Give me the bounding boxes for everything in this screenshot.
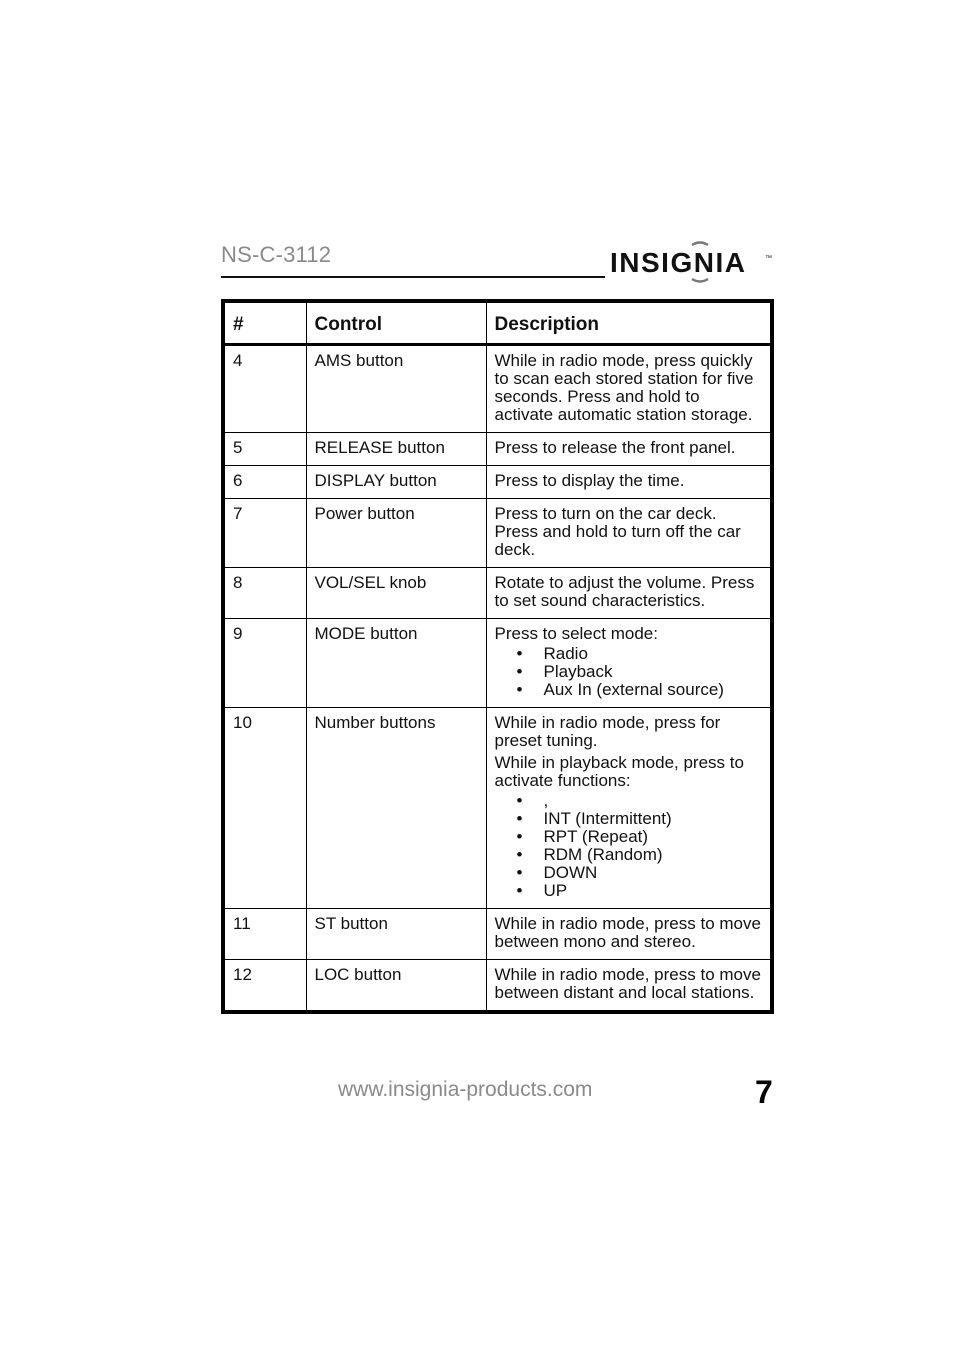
bullet-item	[495, 663, 763, 681]
bullet-text: RPT (Repeat)	[543, 827, 649, 846]
column-header-number: #	[223, 301, 306, 345]
table-row	[223, 499, 772, 568]
row-number: 9	[223, 619, 306, 708]
row-number: 7	[223, 499, 306, 568]
page-number: 7	[755, 1074, 773, 1110]
row-description	[486, 345, 772, 433]
row-control: RELEASE button	[306, 433, 486, 466]
bullet-dot-icon: •	[516, 881, 523, 900]
table-body	[223, 345, 772, 1013]
row-description	[486, 499, 772, 568]
bullet-dot-icon: •	[516, 863, 523, 882]
table-header-row	[223, 301, 772, 345]
insignia-logo-mark	[608, 238, 774, 286]
bullet-dot-icon: •	[516, 845, 523, 864]
bullet-dot-icon: •	[516, 809, 523, 828]
description-paragraph: Press to release the front panel.	[494, 438, 736, 457]
table-row	[223, 960, 772, 1013]
bullet-dot-icon: •	[516, 791, 523, 810]
table-row	[223, 433, 772, 466]
bullet-text: Aux In (external source)	[543, 680, 724, 699]
row-control: DISPLAY button	[306, 466, 486, 499]
row-number: 8	[223, 568, 306, 619]
description-paragraph: While in radio mode, press quickly to scan each stored station for five seconds. Press and hold to activate automatic station storage.	[494, 351, 754, 424]
description-paragraph: Press to select mode:	[494, 624, 658, 643]
row-description	[486, 433, 772, 466]
description-paragraph: Rotate to adjust the volume. Press to set sound characteristics.	[494, 573, 755, 610]
brand-wordmark: INSIGNIA	[610, 247, 747, 278]
bullet-item	[495, 681, 763, 699]
row-description	[486, 568, 772, 619]
bullet-item	[495, 882, 763, 900]
row-description	[486, 909, 772, 960]
row-number: 11	[223, 909, 306, 960]
bullet-list	[495, 792, 763, 900]
bullet-dot-icon: •	[516, 662, 523, 681]
row-control: VOL/SEL knob	[306, 568, 486, 619]
bullet-item	[495, 864, 763, 882]
row-control: LOC button	[306, 960, 486, 1013]
bullet-item	[495, 810, 763, 828]
bullet-dot-icon: •	[516, 644, 523, 663]
description-paragraph: While in playback mode, press to activate functions:	[494, 753, 744, 790]
header-rule	[221, 276, 605, 278]
bullet-item	[495, 828, 763, 846]
bullet-text: Playback	[543, 662, 613, 681]
row-control: Power button	[306, 499, 486, 568]
row-number: 6	[223, 466, 306, 499]
table-row	[223, 345, 772, 433]
row-number: 4	[223, 345, 306, 433]
row-description	[486, 466, 772, 499]
bullet-text: Radio	[543, 644, 588, 663]
bullet-text: ,	[543, 791, 549, 810]
description-paragraph: While in radio mode, press to move between distant and local stations.	[494, 965, 761, 1002]
bullet-text: INT (Intermittent)	[543, 809, 672, 828]
description-paragraph: Press to display the time.	[494, 471, 685, 490]
table-row	[223, 568, 772, 619]
column-header-description: Description	[486, 301, 772, 345]
table-row	[223, 909, 772, 960]
bullet-item	[495, 846, 763, 864]
row-description	[486, 708, 772, 909]
trademark-symbol: ™	[765, 255, 772, 262]
row-number: 5	[223, 433, 306, 466]
row-control: AMS button	[306, 345, 486, 433]
row-number: 10	[223, 708, 306, 909]
table-row	[223, 466, 772, 499]
row-control: Number buttons	[306, 708, 486, 909]
row-control: ST button	[306, 909, 486, 960]
column-header-control: Control	[306, 301, 486, 345]
bullet-list	[495, 645, 763, 699]
table-row	[223, 708, 772, 909]
description-paragraph: While in radio mode, press for preset tuning.	[494, 713, 721, 750]
bullet-text: DOWN	[543, 863, 598, 882]
footer-url: www.insignia-products.com	[338, 1078, 593, 1101]
row-description	[486, 960, 772, 1013]
bullet-text: UP	[543, 881, 568, 900]
table-row	[223, 619, 772, 708]
insignia-logo	[608, 238, 774, 286]
description-paragraph: While in radio mode, press to move between mono and stereo.	[494, 914, 761, 951]
row-number: 12	[223, 960, 306, 1013]
model-number: NS-C-3112	[221, 242, 332, 267]
bullet-item	[495, 645, 763, 663]
bullet-dot-icon: •	[516, 680, 523, 699]
bullet-text: RDM (Random)	[543, 845, 663, 864]
bullet-item	[495, 792, 763, 810]
bullet-dot-icon: •	[516, 827, 523, 846]
description-paragraph: Press to turn on the car deck. Press and hold to turn off the car deck.	[494, 504, 741, 559]
row-control: MODE button	[306, 619, 486, 708]
controls-table	[221, 299, 774, 1014]
row-description	[486, 619, 772, 708]
